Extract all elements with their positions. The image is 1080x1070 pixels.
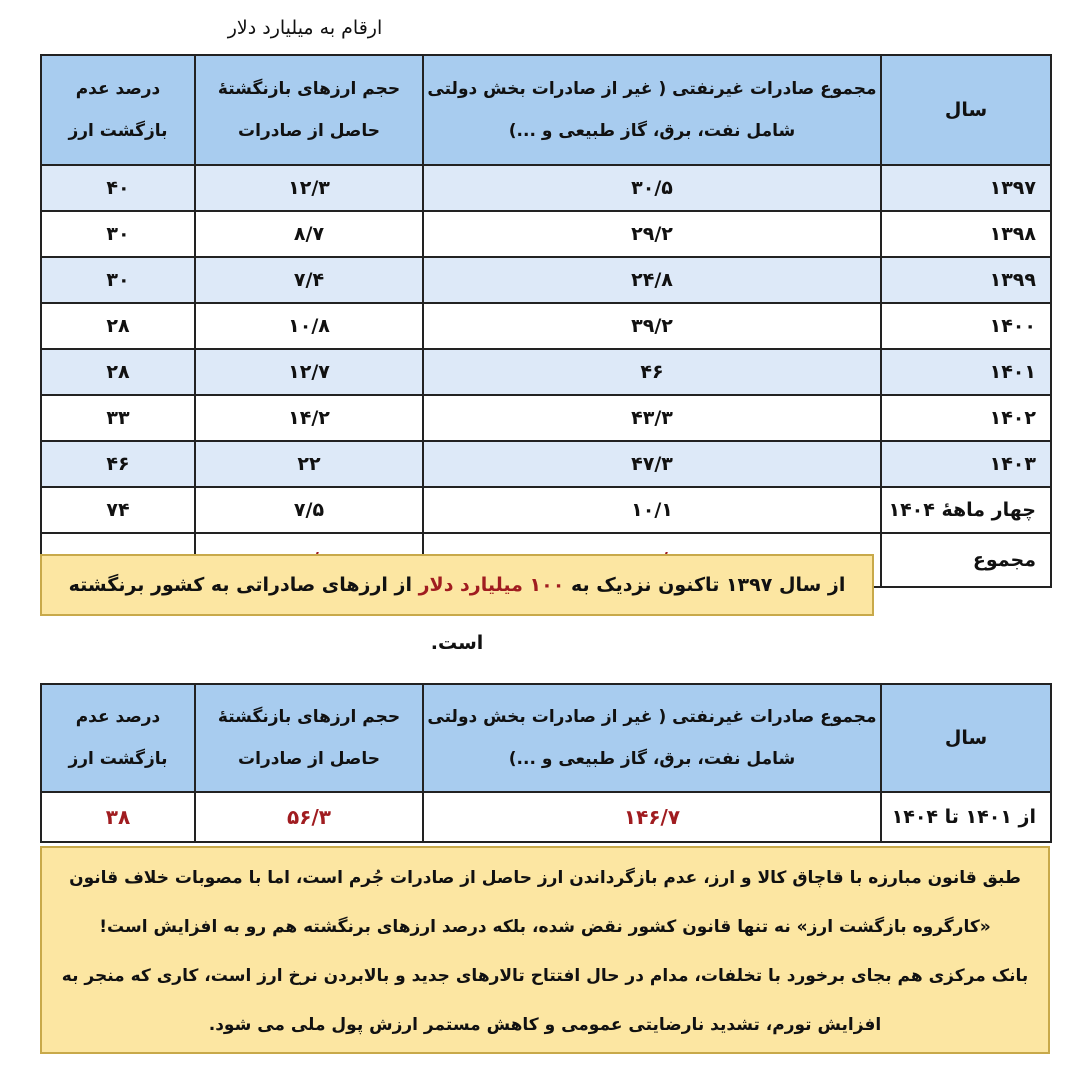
- row-returned: ۱۲/۷: [195, 349, 423, 395]
- header-total-exports-2: [423, 684, 881, 792]
- period-returned: ۵۶/۳: [195, 792, 423, 842]
- exports-table-period: [40, 683, 1052, 843]
- header-total-exports: [423, 55, 881, 165]
- summary-note-after: از ارزهای صادراتی به کشور برنگشته است.: [68, 574, 484, 654]
- table-row: [41, 211, 1051, 257]
- row-year: ۱۳۹۷: [881, 165, 1051, 211]
- row-year: ۱۳۹۸: [881, 211, 1051, 257]
- row-percent: ۲۸: [41, 303, 195, 349]
- table-row: [41, 487, 1051, 533]
- header-returned: [195, 55, 423, 165]
- table-row: [41, 165, 1051, 211]
- header-returned-line2: حاصل از صادرات: [238, 121, 380, 141]
- header-total-line2: شامل نفت، برق، گاز طبیعی و ...): [508, 121, 796, 141]
- sum-label: مجموع: [881, 533, 1051, 587]
- row-year: ۱۳۹۹: [881, 257, 1051, 303]
- header-total-line2-2: شامل نفت، برق، گاز طبیعی و ...): [508, 749, 796, 769]
- table-row: [41, 303, 1051, 349]
- header-returned-2: [195, 684, 423, 792]
- table-row: [41, 257, 1051, 303]
- row-returned: ۷/۵: [195, 487, 423, 533]
- header-percent: [41, 55, 195, 165]
- row-returned: ۷/۴: [195, 257, 423, 303]
- exports-table-yearly: [40, 54, 1052, 588]
- legal-note-line3: بانک مرکزی هم بجای برخورد با تخلفات، مدام در حال افتتاح تالارهای جدید و بالابردن نرخ ارز است، کاری که منجر به: [61, 966, 1029, 986]
- row-returned: ۱۴/۲: [195, 395, 423, 441]
- legal-note-line2: «کارگروه بازگشت ارز» نه تنها قانون کشور نقض شده، بلکه درصد ارزهای برنگشته هم رو به افزایش است!: [99, 917, 991, 937]
- row-returned: ۱۲/۳: [195, 165, 423, 211]
- row-percent: ۳۰: [41, 257, 195, 303]
- row-total: ۲۹/۲: [423, 211, 881, 257]
- period-year: از ۱۴۰۱ تا ۱۴۰۴: [881, 792, 1051, 842]
- row-total: ۴۶: [423, 349, 881, 395]
- row-returned: ۱۰/۸: [195, 303, 423, 349]
- period-row: [41, 792, 1051, 842]
- row-year: ۱۴۰۱: [881, 349, 1051, 395]
- header-total-line1: مجموع صادرات غیرنفتی ( غیر از صادرات بخش دولتی: [427, 79, 877, 99]
- period-total: ۱۴۶/۷: [423, 792, 881, 842]
- header-returned-line2-2: حاصل از صادرات: [238, 749, 380, 769]
- table-row: [41, 441, 1051, 487]
- header-year: سال: [881, 55, 1051, 165]
- row-total: ۳۰/۵: [423, 165, 881, 211]
- legal-note-line4: افزایش تورم، تشدید نارضایتی عمومی و کاهش مستمر ارزش پول ملی می شود.: [208, 1015, 882, 1035]
- row-year: چهار ماههٔ ۱۴۰۴: [881, 487, 1051, 533]
- header-total-line1-2: مجموع صادرات غیرنفتی ( غیر از صادرات بخش دولتی: [427, 707, 877, 727]
- row-total: ۳۹/۲: [423, 303, 881, 349]
- row-total: ۲۴/۸: [423, 257, 881, 303]
- row-percent: ۷۴: [41, 487, 195, 533]
- summary-note-highlight: ۱۰۰ میلیارد دلار: [418, 574, 565, 596]
- header-returned-line1: حجم ارزهای بازنگشتهٔ: [217, 79, 401, 99]
- table-row: [41, 395, 1051, 441]
- row-total: ۱۰/۱: [423, 487, 881, 533]
- row-total: ۴۷/۳: [423, 441, 881, 487]
- row-returned: ۲۲: [195, 441, 423, 487]
- row-year: ۱۴۰۰: [881, 303, 1051, 349]
- legal-note-line1: طبق قانون مبارزه با قاچاق کالا و ارز، عدم بازگرداندن ارز حاصل از صادرات جُرم است، اما با مصوبات خلاف قانون: [69, 868, 1021, 888]
- header-row-2: [41, 684, 1051, 792]
- header-returned-line1-2: حجم ارزهای بازنگشتهٔ: [217, 707, 401, 727]
- legal-note: [40, 846, 1050, 1054]
- summary-note: [40, 554, 874, 654]
- header-percent-line1: درصد عدم: [75, 79, 161, 99]
- row-percent: ۲۸: [41, 349, 195, 395]
- period-percent: ۳۸: [41, 792, 195, 842]
- row-total: ۴۳/۳: [423, 395, 881, 441]
- header-percent-line2-2: بازگشت ارز: [68, 749, 168, 769]
- unit-note: ارقام به میلیارد دلار: [227, 17, 383, 39]
- header-year-2: سال: [881, 684, 1051, 792]
- header-percent-line1-2: درصد عدم: [75, 707, 161, 727]
- row-percent: ۴۶: [41, 441, 195, 487]
- header-row: [41, 55, 1051, 165]
- table-row: [41, 349, 1051, 395]
- row-year: ۱۴۰۳: [881, 441, 1051, 487]
- row-percent: ۳۰: [41, 211, 195, 257]
- row-year: ۱۴۰۲: [881, 395, 1051, 441]
- summary-note-before: از سال ۱۳۹۷ تاکنون نزدیک به: [564, 574, 846, 596]
- header-percent-2: [41, 684, 195, 792]
- row-percent: ۴۰: [41, 165, 195, 211]
- row-returned: ۸/۷: [195, 211, 423, 257]
- header-percent-line2: بازگشت ارز: [68, 121, 168, 141]
- row-percent: ۳۳: [41, 395, 195, 441]
